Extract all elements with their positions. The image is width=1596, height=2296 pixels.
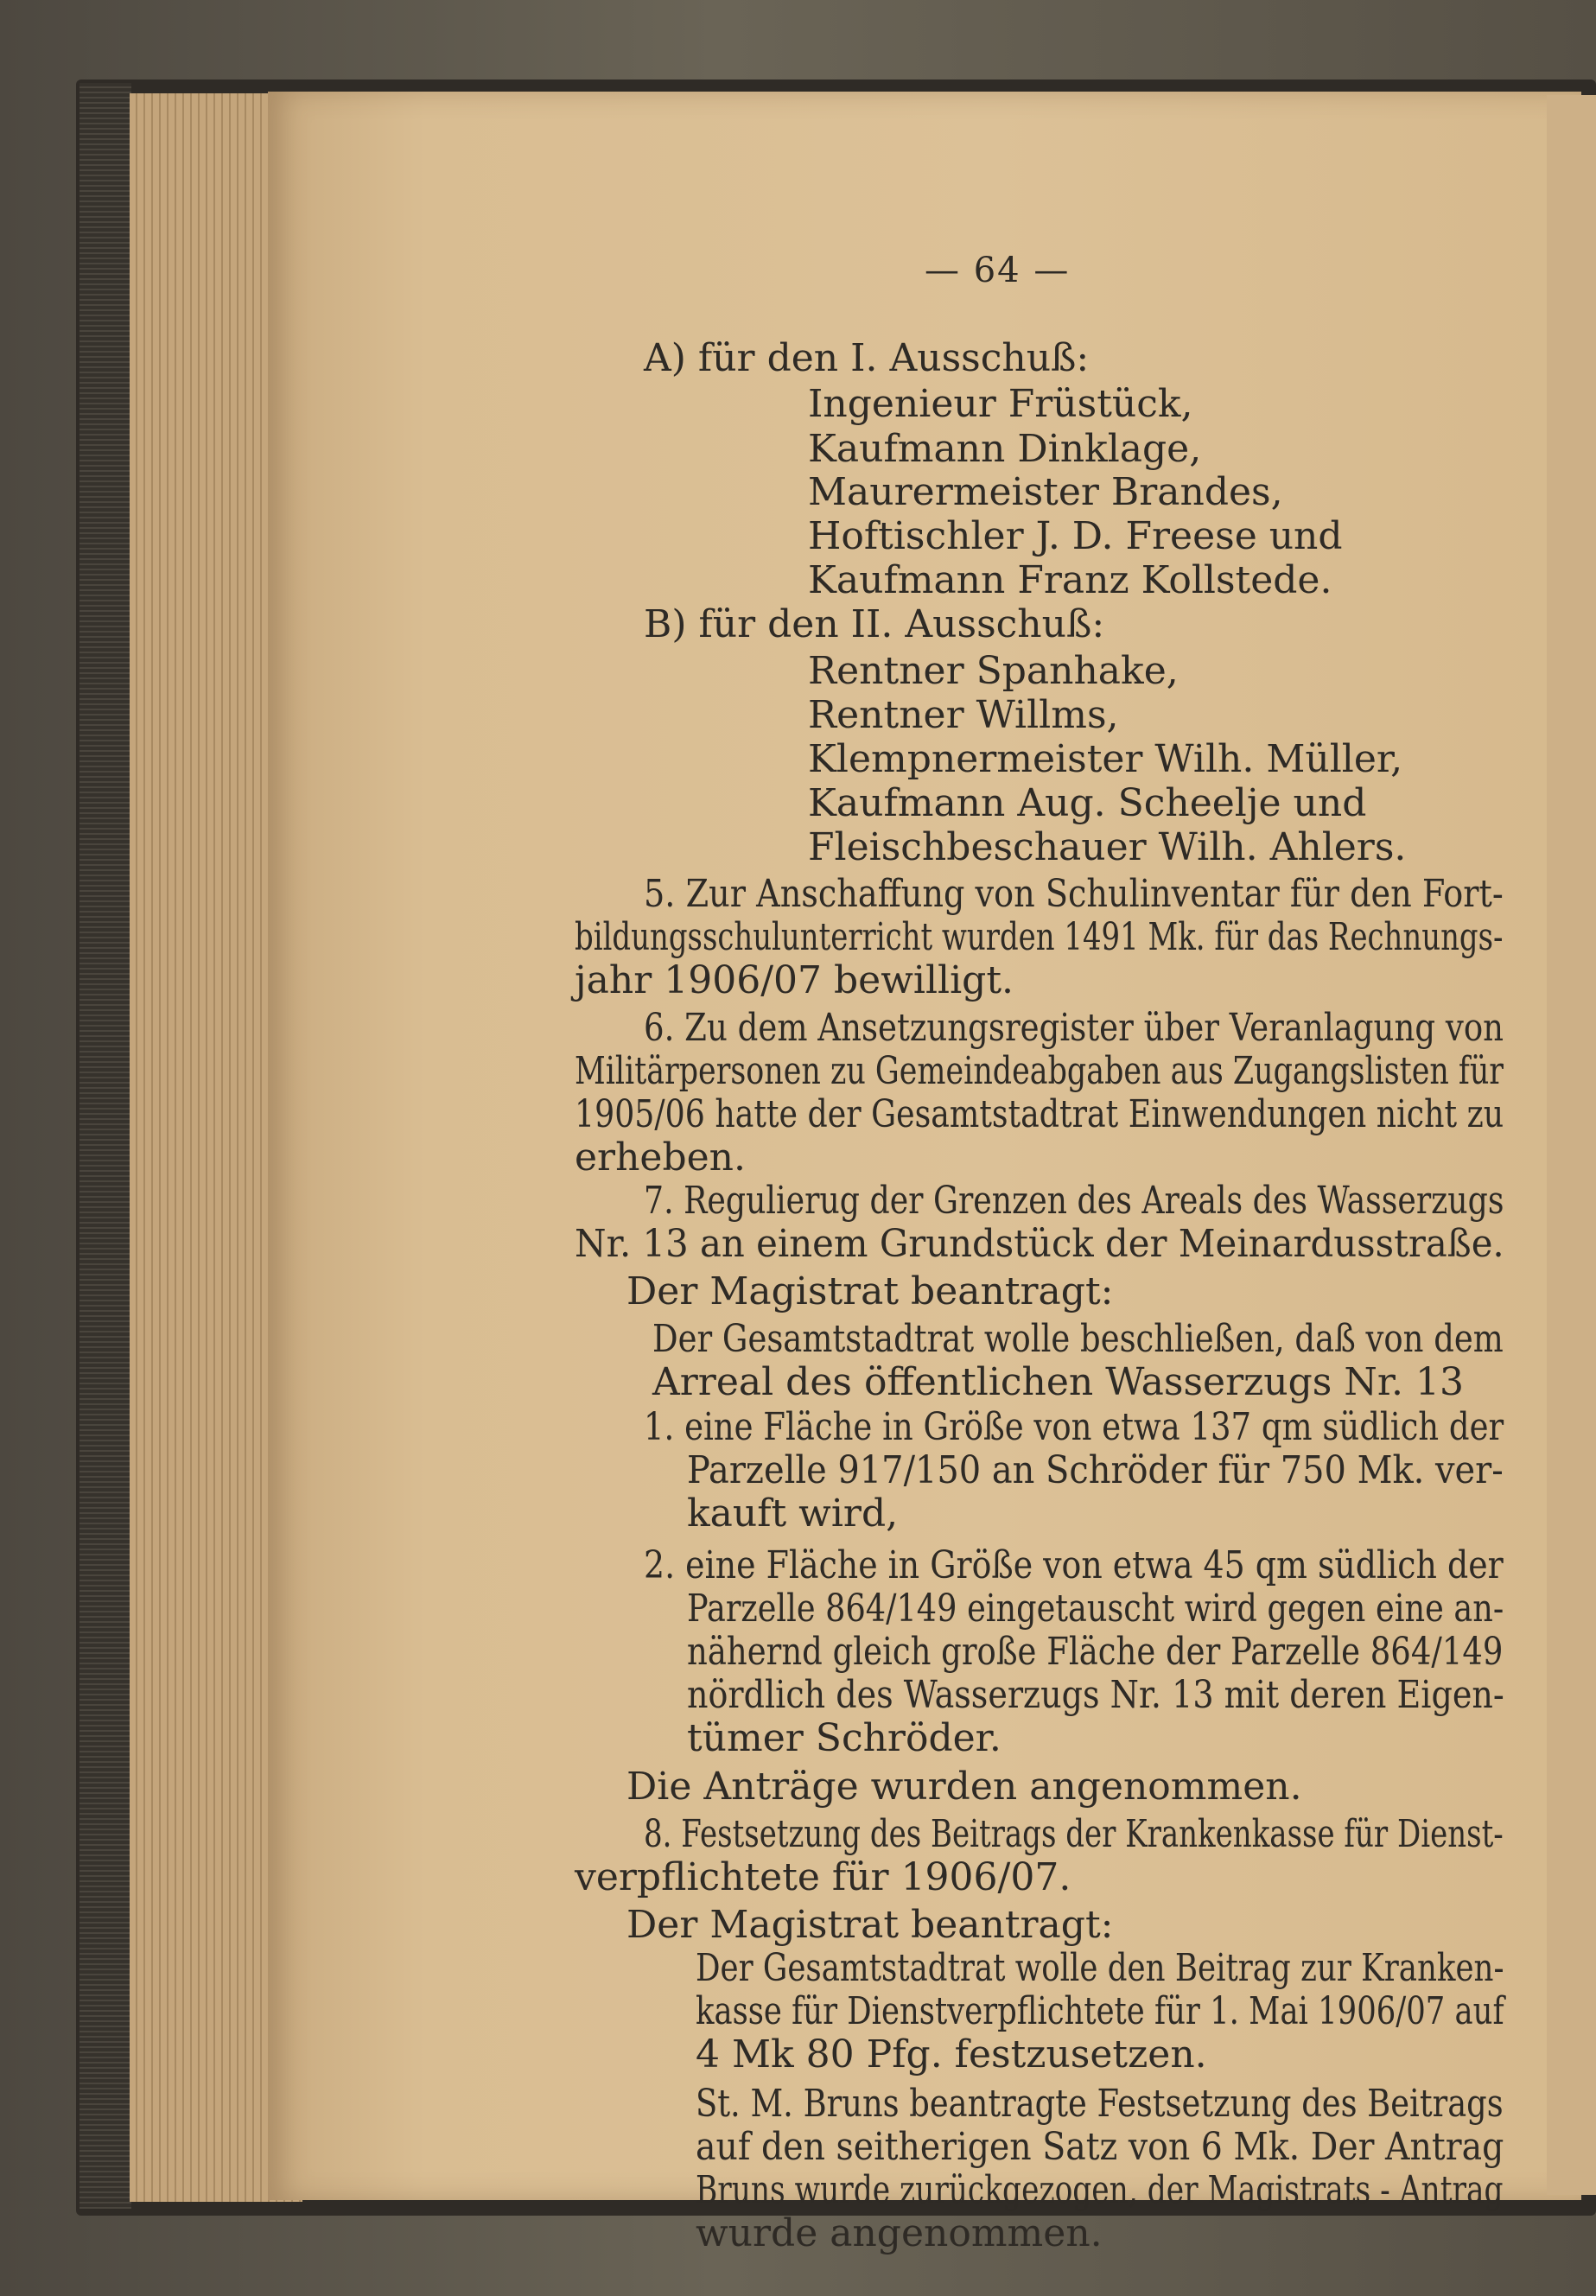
text-line: Hoftischler J. D. Freese und [808, 514, 1343, 558]
text-line: Arreal des öffentlichen Wasserzugs Nr. 13 [652, 1360, 1465, 1404]
text-line: Rentner Willms, [808, 693, 1119, 737]
text-line: auf den seitherigen Satz von 6 Mk. Der Antrag [696, 2125, 1504, 2169]
text-line: erheben. [575, 1135, 746, 1180]
text-line: 7. Regulierug der Grenzen des Areals des Wasserzugs [644, 1179, 1504, 1223]
text-line: nördlich des Wasserzugs Nr. 13 mit deren Eigen- [687, 1673, 1504, 1717]
text-line: Militärpersonen zu Gemeindeabgaben aus Zugangslisten für [575, 1049, 1504, 1093]
text-line: 2. eine Fläche in Größe von etwa 45 qm südlich der [644, 1543, 1504, 1587]
text-line: kauft wird, [687, 1491, 899, 1536]
facing-page-edge [1547, 95, 1596, 2195]
text-line: Fleischbeschauer Wilh. Ahlers. [808, 825, 1407, 869]
text-line: 1. eine Fläche in Größe von etwa 137 qm südlich der [644, 1405, 1504, 1449]
text-line: 1905/06 hatte der Gesamtstadtrat Einwendungen nicht zu [575, 1092, 1504, 1136]
text-line: Der Gesamtstadtrat wolle den Beitrag zur Kranken- [696, 1946, 1504, 1990]
text-line: Der Gesamtstadtrat wolle beschließen, daß von dem [652, 1317, 1504, 1361]
text-line: 5. Zur Anschaffung von Schulinventar für den Fort- [644, 872, 1504, 916]
text-line: Die Anträge wurden angenommen. [626, 1765, 1302, 1809]
text-line: Nr. 13 an einem Grundstück der Meinardusstraße. [575, 1222, 1504, 1266]
text-line: nähernd gleich große Fläche der Parzelle 864/149 [687, 1630, 1504, 1674]
text-line: tümer Schröder. [687, 1716, 1001, 1760]
text-line: Kaufmann Franz Kollstede. [808, 558, 1332, 602]
text-line: Maurermeister Brandes, [808, 470, 1283, 514]
text-line: 8. Festsetzung des Beitrags der Krankenkasse für Dienst- [644, 1812, 1504, 1856]
text-line: verpflichtete für 1906/07. [575, 1855, 1071, 1899]
text-line: Der Magistrat beantragt: [626, 1269, 1114, 1313]
text-line: 4 Mk 80 Pfg. festzusetzen. [696, 2032, 1207, 2077]
text-line: Bruns wurde zurückgezogen, der Magistrats - Antrag [696, 2168, 1504, 2212]
text-line: Der Magistrat beantragt: [626, 1903, 1114, 1947]
text-line: St. M. Bruns beantragte Festsetzung des Beitrags [696, 2082, 1504, 2126]
text-line: Ingenieur Früstück, [808, 382, 1193, 426]
text-line: Parzelle 917/150 an Schröder für 750 Mk. ver- [687, 1448, 1504, 1492]
text-line: A) für den I. Ausschuß: [644, 336, 1090, 380]
text-line: Parzelle 864/149 eingetauscht wird gegen eine an- [687, 1587, 1504, 1631]
text-line: Kaufmann Aug. Scheelje und [808, 781, 1367, 825]
text-line: Kaufmann Dinklage, [808, 427, 1202, 471]
text-line: Klempnermeister Wilh. Müller, [808, 737, 1403, 781]
text-line: Rentner Spanhake, [808, 649, 1179, 693]
text-line: kasse für Dienstverpflichtete für 1. Mai 1906/07 auf [696, 1989, 1504, 2033]
text-line: jahr 1906/07 bewilligt. [575, 958, 1014, 1002]
text-line: wurde angenommen. [696, 2211, 1103, 2255]
text-line: B) für den II. Ausschuß: [644, 602, 1105, 646]
cover-spine-edge [79, 83, 131, 2209]
page-number: — 64 — [925, 251, 1071, 290]
text-line: 6. Zu dem Ansetzungsregister über Veranlagung von [644, 1006, 1504, 1050]
text-line: bildungsschulunterricht wurden 1491 Mk. für das Rechnungs- [575, 915, 1504, 959]
